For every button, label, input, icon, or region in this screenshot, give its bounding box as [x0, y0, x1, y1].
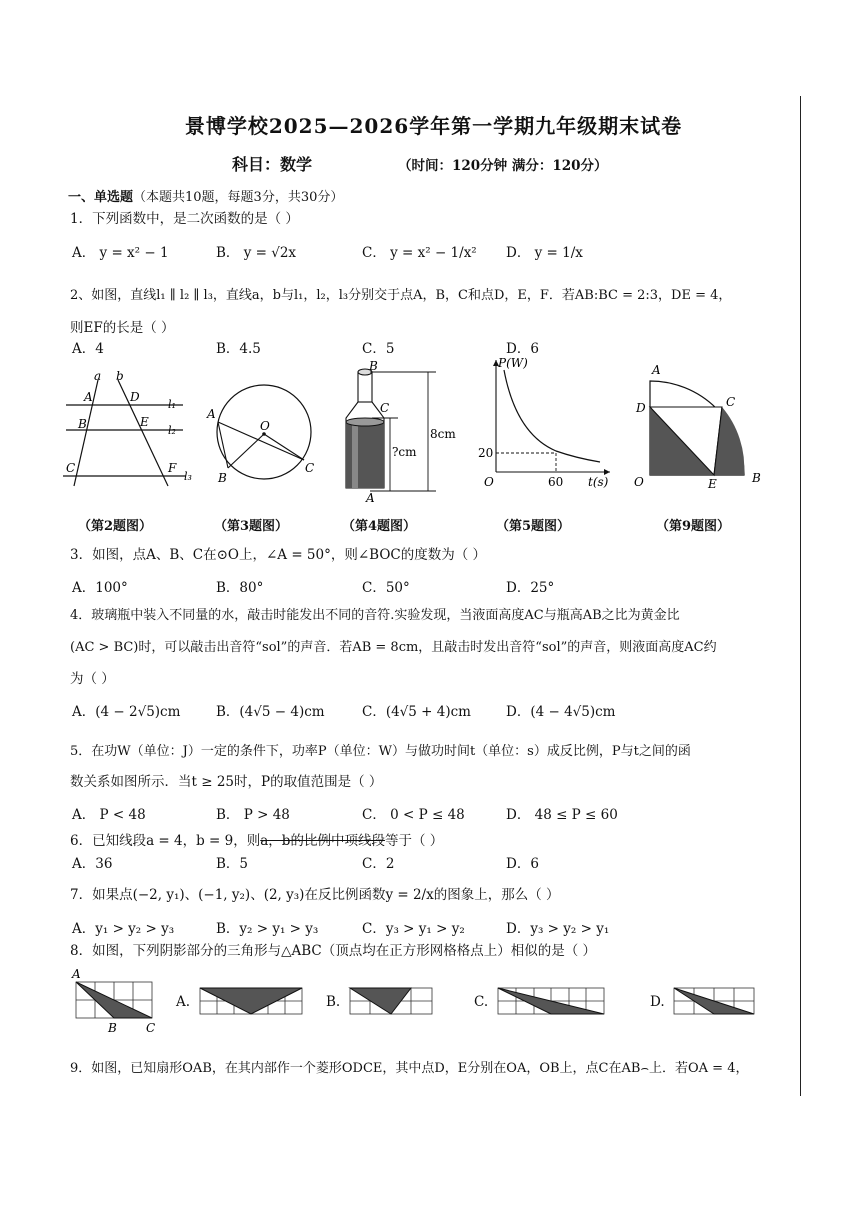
- q1-option-c[interactable]: C． y = x² − 1/x²: [362, 245, 477, 261]
- caption-fig2: （第2题图）: [78, 519, 153, 534]
- subject-label: 科目：数学: [232, 155, 313, 174]
- fig5-label-origin: O: [484, 475, 494, 489]
- fig5-label-20: 20: [478, 446, 494, 460]
- q4-option-b[interactable]: B．(4√5 − 4)cm: [216, 704, 325, 720]
- q4-line2: (AC > BC)时，可以敲击出音符“sol”的声音．若AB = 8cm，且敲击时发出音符“sol”的声音，则液面高度AC约: [70, 640, 717, 655]
- fig4-label-B: B: [369, 359, 378, 373]
- q6-option-d[interactable]: D．6: [506, 856, 539, 872]
- fig4-label-A: A: [366, 491, 375, 503]
- figure-9-sector: [630, 356, 770, 491]
- q8-option-a[interactable]: A.: [176, 994, 191, 1010]
- q1-option-b[interactable]: B． y = √2x: [216, 245, 297, 261]
- q5-option-a[interactable]: A． P < 48: [72, 807, 146, 823]
- figure-5-graph: [476, 354, 616, 494]
- q6-stem: 6．已知线段a = 4，b = 9，则a，b的比例中项线段等于（ ）: [70, 833, 444, 849]
- q2-option-d[interactable]: D．6: [506, 341, 539, 357]
- caption-fig9: （第9题图）: [656, 519, 731, 534]
- q1-option-d[interactable]: D． y = 1/x: [506, 245, 583, 261]
- q4-option-a[interactable]: A．(4 − 2√5)cm: [72, 704, 181, 720]
- fig2-label-D: D: [130, 390, 140, 404]
- fig3-label-O: O: [260, 419, 270, 433]
- q8-label-A: A: [72, 967, 81, 981]
- q8-option-a-figure[interactable]: [198, 986, 304, 1018]
- fig9-label-E: E: [708, 477, 717, 491]
- q3-stem: 3．如图，点A、B、C在⊙O上，∠A = 50°，则∠BOC的度数为（ ）: [70, 547, 487, 563]
- fig2-label-F: F: [168, 461, 177, 475]
- q6-option-a[interactable]: A．36: [72, 856, 113, 872]
- q6-option-b[interactable]: B．5: [216, 856, 249, 872]
- fig2-label-C: C: [66, 461, 76, 475]
- q3-option-a[interactable]: A．100°: [72, 580, 128, 596]
- q2-stem: 2、如图，直线l₁ ∥ l₂ ∥ l₃，直线a，b与l₁，l₂，l₃分别交于点A，B，C和点D，E，F．若AB:BC = 2:3，DE = 4，: [70, 288, 732, 303]
- fig2-label-l3: l₃: [184, 470, 192, 483]
- q7-option-d[interactable]: D．y₃ > y₂ > y₁: [506, 921, 610, 937]
- fig9-label-D: D: [636, 401, 646, 415]
- exam-title: 景博学校2025—2026学年第一学期九年级期末试卷: [184, 114, 683, 138]
- fig4-label-unknown: ?cm: [392, 445, 417, 459]
- q8-reference-triangle: [68, 964, 160, 1036]
- q8-option-c-figure[interactable]: [496, 986, 606, 1018]
- time-info: （时间：120分钟 满分：120分）: [398, 158, 608, 174]
- fig2-label-A: A: [84, 390, 93, 404]
- fig2-label-l2: l₂: [168, 424, 176, 437]
- caption-fig5: （第5题图）: [496, 519, 571, 534]
- margin-rule: [800, 96, 801, 1096]
- fig2-label-l1: l₁: [168, 398, 176, 411]
- q1-stem: 1．下列函数中，是二次函数的是（ ）: [70, 211, 299, 227]
- fig2-label-E: E: [140, 415, 149, 429]
- q2-option-b[interactable]: B．4.5: [216, 341, 261, 357]
- q7-stem: 7．如果点(−2, y₁)、(−1, y₂)、(2, y₃)在反比例函数y = 2/x的图象上，那么（ ）: [70, 887, 560, 903]
- q2-stem-continued: 则EF的长是（ ）: [70, 320, 175, 336]
- fig3-label-B: B: [218, 471, 227, 485]
- q8-label-B: B: [108, 1021, 117, 1035]
- q8-option-d-figure[interactable]: [672, 986, 758, 1018]
- q8-option-c[interactable]: C.: [474, 994, 489, 1010]
- fig5-label-60: 60: [548, 475, 564, 489]
- q9-stem: 9．如图，已知扇形OAB，在其内部作一个菱形ODCE，其中点D，E分别在OA，OB上，点C在AB⌢上．若OA = 4，: [70, 1061, 749, 1076]
- fig2-label-B: B: [78, 417, 87, 431]
- fig3-label-A: A: [207, 407, 216, 421]
- caption-fig3: （第3题图）: [214, 519, 289, 534]
- figure-4-bottle: [336, 358, 466, 503]
- fig9-label-C: C: [726, 395, 736, 409]
- q1-option-a[interactable]: A． y = x² − 1: [72, 245, 169, 261]
- q6-option-c[interactable]: C．2: [362, 856, 395, 872]
- q5-line2: 数关系如图所示．当t ≥ 25时，P的取值范围是（ ）: [70, 774, 383, 790]
- q5-line1: 5．在功W（单位：J）一定的条件下，功率P（单位：W）与做功时间t（单位：s）成反比例，P与t之间的函: [70, 744, 691, 759]
- caption-fig4: （第4题图）: [342, 519, 417, 534]
- q2-option-c[interactable]: C．5: [362, 341, 395, 357]
- q7-option-c[interactable]: C．y₃ > y₁ > y₂: [362, 921, 465, 937]
- q3-option-d[interactable]: D．25°: [506, 580, 555, 596]
- fig2-label-b: b: [116, 369, 124, 383]
- fig2-label-a: a: [94, 369, 102, 383]
- q2-option-a[interactable]: A．4: [72, 341, 104, 357]
- q5-option-c[interactable]: C． 0 < P ≤ 48: [362, 807, 465, 823]
- q8-option-d[interactable]: D.: [650, 994, 665, 1010]
- q8-option-b-figure[interactable]: [348, 986, 434, 1018]
- fig5-label-axis-p: P(W): [498, 356, 528, 370]
- q5-option-b[interactable]: B． P > 48: [216, 807, 290, 823]
- q4-line3: 为（ ）: [70, 671, 115, 687]
- figure-3-circle: [204, 376, 324, 488]
- section-heading: 一、单选题（本题共10题，每题3分，共30分）: [68, 190, 344, 205]
- fig5-label-axis-t: t(s): [588, 475, 609, 489]
- figure-2-parallel-lines: [58, 368, 198, 498]
- q8-stem: 8．如图，下列阴影部分的三角形与△ABC（顶点均在正方形网格格点上）相似的是（ ）: [70, 943, 597, 959]
- q3-option-c[interactable]: C．50°: [362, 580, 410, 596]
- fig4-label-C: C: [380, 401, 390, 415]
- q8-label-C: C: [146, 1021, 156, 1035]
- fig3-label-C: C: [305, 461, 315, 475]
- fig9-label-O: O: [634, 475, 644, 489]
- q7-option-a[interactable]: A．y₁ > y₂ > y₃: [72, 921, 175, 937]
- q4-line1: 4．玻璃瓶中装入不同量的水，敲击时能发出不同的音符.实验发现，当液面高度AC与瓶高AB之比为黄金比: [70, 608, 680, 623]
- q8-option-b[interactable]: B.: [326, 994, 341, 1010]
- fig9-label-A: A: [652, 363, 661, 377]
- q7-option-b[interactable]: B．y₂ > y₁ > y₃: [216, 921, 319, 937]
- fig4-label-height: 8cm: [430, 427, 456, 441]
- q4-option-d[interactable]: D．(4 − 4√5)cm: [506, 704, 616, 720]
- fig9-label-B: B: [752, 471, 761, 485]
- q4-option-c[interactable]: C．(4√5 + 4)cm: [362, 704, 471, 720]
- q5-option-d[interactable]: D． 48 ≤ P ≤ 60: [506, 807, 618, 823]
- q3-option-b[interactable]: B．80°: [216, 580, 264, 596]
